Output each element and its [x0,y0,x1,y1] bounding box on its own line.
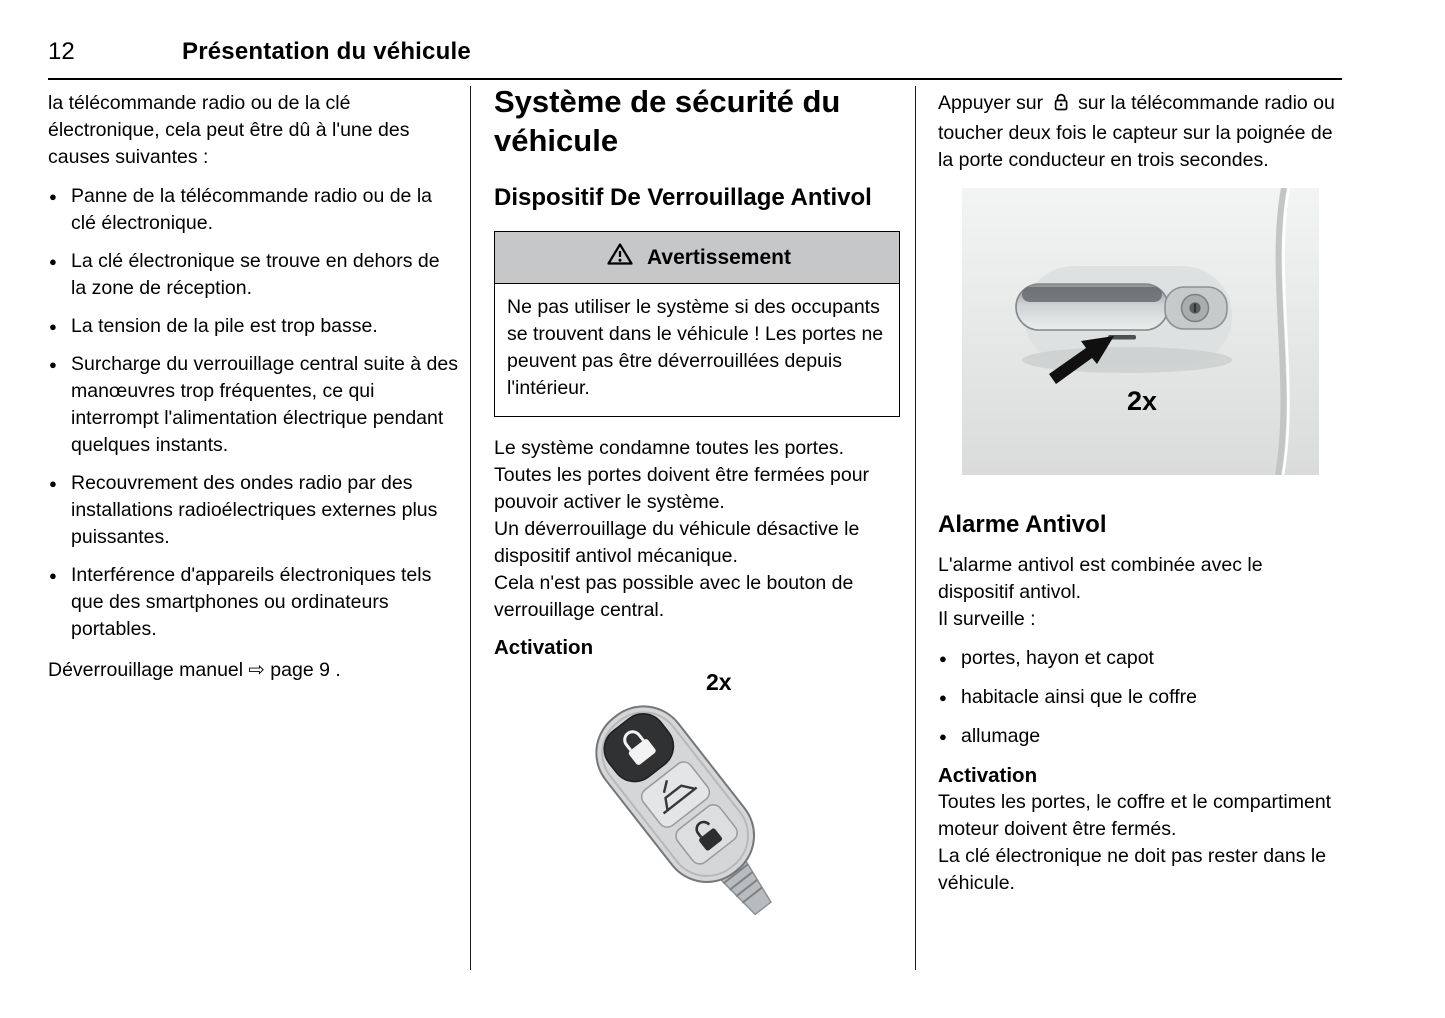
paragraph: Toutes les portes, le coffre et le compartiment moteur doivent être fermés. [938,791,1332,840]
lock-icon [1053,92,1069,120]
column-divider-left [470,86,471,970]
keyfob-illustration [524,675,864,960]
list-item: ● habitacle ainsi que le coffre [938,684,1342,711]
warning-box [494,231,900,417]
column-divider-right [915,86,916,970]
door-handle-image [962,188,1319,475]
warning-body: Ne pas utiliser le système si des occupants se trouvent dans le véhicule ! Les portes ne peuvent pas être déverrouillées depuis l'intérieur. [507,296,884,399]
lock-system-paragraphs [494,435,900,624]
paragraph: Cela n'est pas possible avec le bouton de verrouillage central. [494,572,854,621]
subsection-heading-antitheft-lock: Dispositif De Verrouillage Antivol [494,184,872,211]
paragraph: L'alarme antivol est combinée avec le dispositif antivol. [938,554,1263,603]
alarm-intro-paragraph [938,552,1342,633]
keyfob-image [494,667,900,959]
handle-touch-count-label: 2x [1127,386,1158,416]
list-item: ● La clé électronique se trouve en dehors de la zone de réception. [48,248,458,302]
list-item: ● Recouvrement des ondes radio par des installations radioélectriques externes plus puissantes. [48,470,458,551]
activation-label: Activation [494,636,594,659]
list-item: ● La tension de la pile est trop basse. [48,313,458,340]
list-item: ● portes, hayon et capot [938,645,1342,672]
warning-header [495,232,899,284]
causes-list [48,183,458,643]
section-heading-security-system: Système de sécurité du véhicule [494,84,841,158]
warning-title: Avertissement [647,246,791,269]
press-lock-text-before: Appuyer sur [938,92,1044,114]
left-column [48,90,458,684]
door-handle-illustration [962,188,1319,475]
list-item: ● Interférence d'appareils électroniques tels que des smartphones ou ordinateurs portables. [48,562,458,643]
press-lock-text-after: sur la télécommande radio ou toucher deux fois le capteur sur la poignée de la porte conducteur en trois secondes. [938,92,1335,171]
paragraph: Il surveille : [938,608,1036,630]
middle-column [494,82,900,959]
page-header [48,38,1342,80]
activation-label: Activation [938,764,1038,787]
alarm-monitored-list [938,645,1342,750]
paragraph: La clé électronique ne doit pas rester dans le véhicule. [938,845,1327,894]
page-number: 12 [48,38,75,65]
paragraph: Un déverrouillage du véhicule désactive le dispositif antivol mécanique. [494,518,860,567]
page-title: Présentation du véhicule [182,38,471,65]
keyfob-press-count-label: 2x [706,669,732,695]
left-intro-paragraph: la télécommande radio ou de la clé électronique, cela peut être dû à l'une des causes suivantes : [48,92,410,168]
list-item: ● Surcharge du verrouillage central suite à des manœuvres trop fréquentes, ce qui interrompt l'alimentation électrique pendant quelques instants. [48,351,458,459]
list-item: ● Panne de la télécommande radio ou de la clé électronique. [48,183,458,237]
manual-unlock-page-ref: Déverrouillage manuel ⇨ page 9 . [48,659,341,681]
alarm-activation-paragraph [938,789,1342,897]
section-heading-antitheft-alarm: Alarme Antivol [938,511,1107,538]
press-lock-paragraph [938,90,1342,174]
list-item: ● allumage [938,723,1342,750]
right-column [938,90,1342,897]
paragraph: Le système condamne toutes les portes. Toutes les portes doivent être fermées pour pouvoir activer le système. [494,437,870,513]
warning-triangle-icon [607,242,633,273]
